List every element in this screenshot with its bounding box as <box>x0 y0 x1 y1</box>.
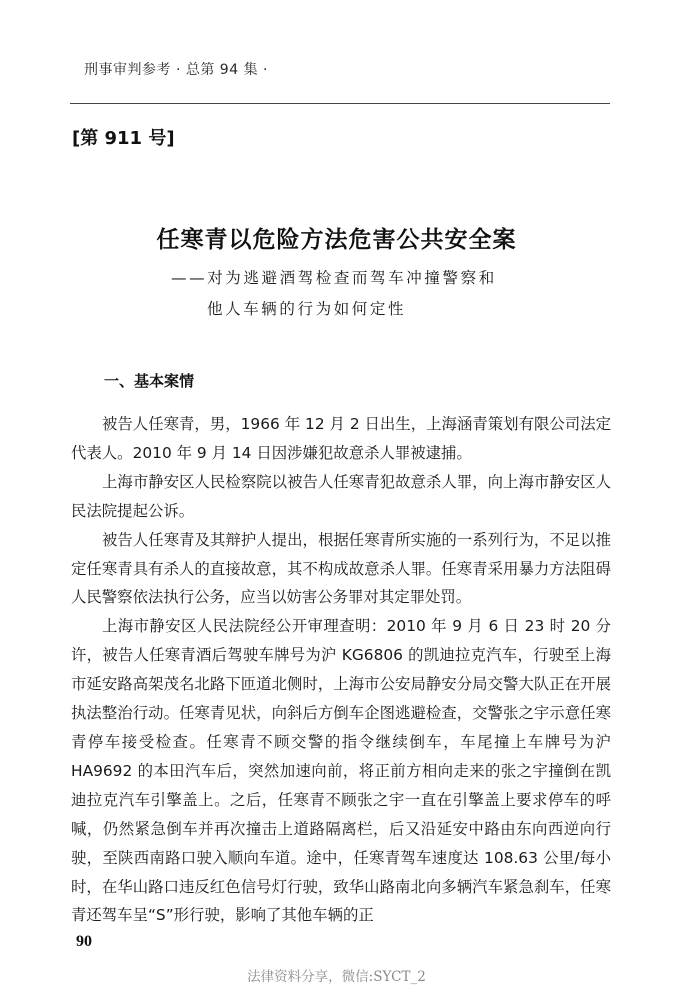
paragraph: 被告人任寒青，男，1966 年 12 月 2 日出生，上海涵青策划有限公司法定代表人。2010 年 9 月 14 日因涉嫌犯故意杀人罪被逮捕。 <box>71 415 611 462</box>
section-heading: 一、基本案情 <box>104 372 195 390</box>
case-number: [第 911 号] <box>72 128 175 149</box>
case-title: 任寒青以危险方法危害公共安全案 <box>156 226 517 253</box>
running-head: 刑事审判参考 · 总第 94 集 · <box>84 62 268 78</box>
body-text <box>71 410 611 930</box>
watermark: 法律资料分享，微信:SYCT_2 <box>247 969 426 985</box>
case-subtitle-line-2: 他人车辆的行为如何定性 <box>207 300 407 318</box>
header-rule <box>70 103 610 104</box>
paragraph: 上海市静安区人民法院经公开审理查明：2010 年 9 月 6 日 23 时 20 分许，被告人任寒青酒后驾驶车牌号为沪 KG6806 的凯迪拉克汽车，行驶至上海市延安路高架茂名北路下匝道北侧时，上海市公安局静安分局交警大队正在开展执法整治行动。任寒青见状，向斜后方倒车企图逃避检查，交警张之宇示意任寒青停车接受检查。任寒青不顾交警的指令继续倒车，车尾撞上车牌号为沪 HA9692 的本田汽车后，突然加速向前，将正前方相向走来的张之宇撞倒在凯迪拉克汽车引擎盖上。之后，任寒青不顾张之宇一直在引擎盖上要求停车的呼喊，仍然紧急倒车并再次撞击上道路隔离栏，后又沿延安中路由东向西逆向行驶，至陕西南路口驶入顺向车道。途中，任寒青驾车速度达 108.63 公里/每小时，在华山路口违反红色信号灯行驶，致华山路南北向多辆汽车紧急刹车，任寒青还驾车呈“S”形行驶，影响了其他车辆的正 <box>71 617 611 925</box>
paragraph: 上海市静安区人民检察院以被告人任寒青犯故意杀人罪，向上海市静安区人民法院提起公诉。 <box>71 472 611 520</box>
paragraph: 被告人任寒青及其辩护人提出，根据任寒青所实施的一系列行为，不足以推定任寒青具有杀人的直接故意，其不构成故意杀人罪。任寒青采用暴力方法阻碍人民警察依法执行公务，应当以妨害公务罪对其定罪处罚。 <box>71 530 611 607</box>
case-subtitle-line-1: ——对为逃避酒驾检查而驾车冲撞警察和 <box>171 269 497 287</box>
page-number: 90 <box>76 933 92 950</box>
